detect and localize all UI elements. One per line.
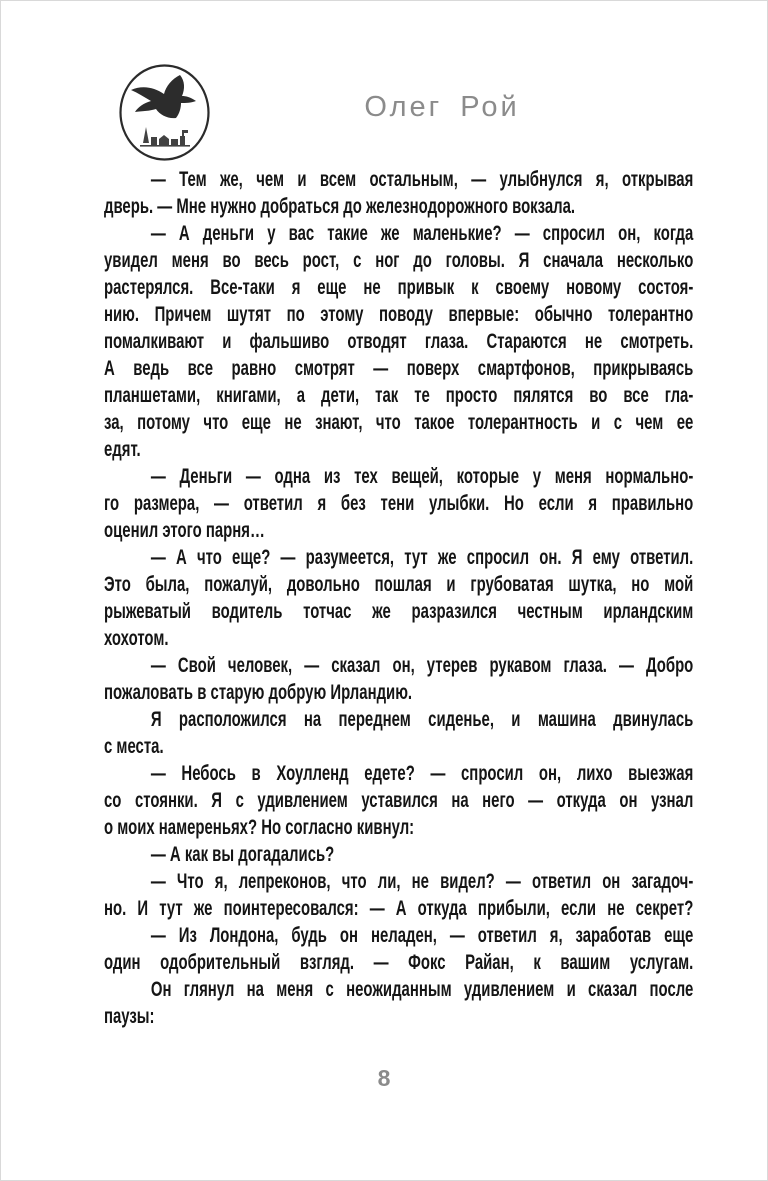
text-line: — А как вы догадались? xyxy=(150,843,335,866)
text-line: увидел меня во весь рост, с ног до головы. Я сначала несколько xyxy=(104,249,694,272)
text-line: но. И тут же поинтересовался: — А откуда прибыли, если не секрет? xyxy=(104,897,694,920)
text-line: пожаловать в старую добрую Ирландию. xyxy=(104,681,413,704)
text-line: А ведь все равно смотрят — поверх смартфонов, прикрываясь xyxy=(104,357,694,380)
text-line: о моих намереньях? Но согласно кивнул: xyxy=(104,816,415,839)
paragraph xyxy=(104,463,693,544)
text-line: — Деньги — одна из тех вещей, которые у меня нормально- xyxy=(150,465,694,488)
paragraph xyxy=(104,652,693,706)
paragraph xyxy=(104,706,693,760)
text-line: со стоянки. Я с удивлением уставился на него — откуда он узнал xyxy=(104,789,694,812)
text-line: дверь. — Мне нужно добраться до железнодорожного вокзала. xyxy=(104,195,576,218)
paragraph xyxy=(104,922,693,976)
body-text xyxy=(104,166,693,1030)
text-line: Это была, пожалуй, довольно пошлая и грубоватая шутка, но мой xyxy=(104,573,694,596)
publisher-logo xyxy=(118,63,211,162)
text-line: го размера, — ответил я без тени улыбки. Но если я правильно xyxy=(104,492,694,515)
page-number: 8 xyxy=(377,1065,391,1091)
paragraph xyxy=(104,760,693,841)
text-line: — А что еще? — разумеется, тут же спросил он. Я ему ответил. xyxy=(150,546,694,569)
text-line: — А деньги у вас такие же маленькие? — спросил он, когда xyxy=(150,222,694,245)
text-line: оценил этого парня… xyxy=(104,519,265,542)
text-line: — Тем же, чем и всем остальным, — улыбнулся я, открывая xyxy=(150,168,694,191)
text-line: паузы: xyxy=(104,1005,155,1028)
text-line: — Свой человек, — сказал он, утерев рукавом глаза. — Добро xyxy=(150,654,694,677)
text-line: помалкивают и фальшиво отводят глаза. Стараются не смотреть. xyxy=(104,330,694,353)
paragraph xyxy=(104,544,693,652)
text-line: хохотом. xyxy=(104,627,169,650)
bird-icon xyxy=(131,75,196,118)
paragraph xyxy=(104,220,693,463)
text-line: Он глянул на меня с неожиданным удивлением и сказал после xyxy=(150,978,694,1001)
text-line: рыжеватый водитель тотчас же разразился честным ирландским xyxy=(104,600,694,623)
town-skyline-icon xyxy=(140,127,190,147)
author-header: Олег Рой xyxy=(364,91,520,123)
text-line: один одобрительный взгляд. — Фокс Райан, к вашим услугам. xyxy=(104,951,694,974)
text-line: — Небось в Хоулленд едете? — спросил он, лихо выезжая xyxy=(150,762,694,785)
text-line: нию. Причем шутят по этому поводу впервые: обычно толерантно xyxy=(104,303,694,326)
text-line: планшетами, книгами, а дети, так те просто пялятся во все гла- xyxy=(104,384,694,407)
bird-over-town-emblem-icon xyxy=(118,63,211,162)
paragraph xyxy=(104,841,693,868)
text-line: с места. xyxy=(104,735,164,758)
text-line: — Из Лондона, будь он неладен, — ответил я, заработав еще xyxy=(150,924,694,947)
text-line: едят. xyxy=(104,438,141,461)
text-line: Я расположился на переднем сиденье, и машина двинулась xyxy=(150,708,694,731)
text-line: растерялся. Все-таки я еще не привык к своему новому состоя- xyxy=(104,276,694,299)
paragraph xyxy=(104,976,693,1030)
text-line: — Что я, лепреконов, что ли, не видел? — ответил он загадоч- xyxy=(150,870,694,893)
paragraph xyxy=(104,868,693,922)
paragraph xyxy=(104,166,693,220)
text-line: за, потому что еще не знают, что такое толерантность и с чем ее xyxy=(104,411,694,434)
